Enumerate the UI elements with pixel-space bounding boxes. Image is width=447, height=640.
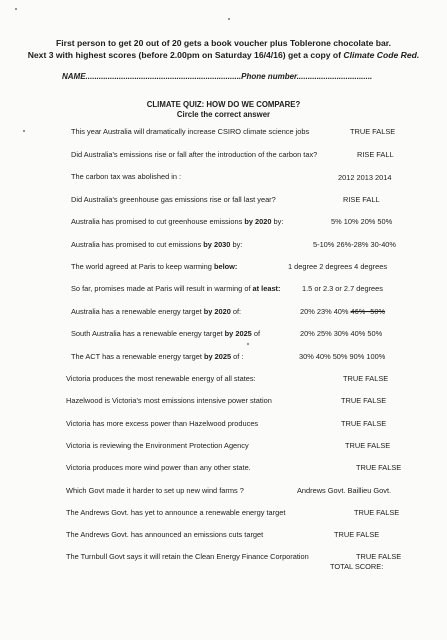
question-pre: Australia has a renewable energy target bbox=[71, 307, 204, 316]
quiz-title: CLIMATE QUIZ: HOW DO WE COMPARE? bbox=[146, 100, 301, 109]
question-text bbox=[66, 419, 258, 428]
answer-options: 5-10% 26%-28% 30-40% bbox=[313, 240, 396, 249]
answer-options: RISE FALL bbox=[343, 195, 380, 204]
question-pre: The ACT has a renewable energy target bbox=[71, 352, 204, 361]
question-pre: The Andrews Govt. has yet to announce a renewable energy target bbox=[66, 508, 286, 517]
question-bold: at least: bbox=[252, 284, 281, 293]
question-bold: by 2020 bbox=[203, 307, 231, 316]
question-pre: Victoria is reviewing the Environment Protection Agency bbox=[66, 441, 249, 450]
question-text bbox=[66, 530, 263, 539]
question-pre: Victoria produces more wind power than any other state. bbox=[66, 463, 251, 472]
scan-speck bbox=[228, 18, 230, 20]
answer-options: 5% 10% 20% 50% bbox=[331, 217, 393, 226]
question-text bbox=[66, 441, 249, 450]
question-text bbox=[66, 508, 285, 517]
question-post: of: bbox=[230, 307, 242, 316]
answer-options: TRUE FALSE bbox=[354, 508, 400, 517]
answer-options: TRUE FALSE bbox=[345, 441, 391, 450]
question-text bbox=[71, 217, 283, 226]
question-pre: Australia has promised to cut emissions bbox=[71, 240, 204, 249]
name-phone-line: NAME......................................................................Phone number.................................. bbox=[62, 72, 373, 81]
question-bold: below: bbox=[213, 262, 238, 271]
question-text bbox=[71, 284, 280, 293]
question-pre: Did Australia's emissions rise or fall after the introduction of the carbon tax? bbox=[71, 150, 318, 159]
question-text bbox=[71, 352, 243, 361]
answer-options: 2012 2013 2014 bbox=[338, 173, 392, 182]
struck-answer: 46%--50% bbox=[350, 307, 386, 316]
answer-options: TRUE FALSE bbox=[343, 374, 389, 383]
question-pre: South Australia has a renewable energy target bbox=[71, 329, 225, 338]
question-post: by: bbox=[271, 217, 284, 226]
answer-options: 30% 40% 50% 90% 100% bbox=[299, 352, 386, 361]
question-text bbox=[71, 127, 309, 136]
question-text bbox=[66, 463, 251, 472]
answer-options: TRUE FALSE bbox=[356, 463, 402, 472]
question-pre: The Turnbull Govt says it will retain the Clean Energy Finance Corporation bbox=[66, 552, 309, 561]
answer-options: RISE FALL bbox=[357, 150, 394, 159]
question-text bbox=[71, 172, 181, 181]
question-bold: by 2030 bbox=[203, 240, 231, 249]
question-text bbox=[71, 262, 237, 271]
answer-options: TRUE FALSE bbox=[341, 419, 387, 428]
scan-speck bbox=[247, 343, 249, 345]
question-text bbox=[71, 240, 242, 249]
answer-options: TRUE FALSE bbox=[356, 552, 402, 561]
question-text bbox=[66, 486, 244, 495]
prize-line-1: First person to get 20 out of 20 gets a book voucher plus Toblerone chocolate bar. bbox=[55, 38, 392, 48]
answer-options: TRUE FALSE bbox=[341, 396, 387, 405]
question-pre: This year Australia will dramatically increase CSIRO climate science jobs bbox=[71, 127, 310, 136]
answer-options: TRUE FALSE bbox=[350, 127, 396, 136]
question-bold: by 2020 bbox=[244, 217, 272, 226]
scan-speck bbox=[23, 130, 25, 132]
question-post: by: bbox=[230, 240, 243, 249]
question-pre: Did Australia's greenhouse gas emissions rise or fall last year? bbox=[71, 195, 276, 204]
question-text bbox=[71, 195, 276, 204]
question-pre: Victoria produces the most renewable energy of all states: bbox=[66, 374, 256, 383]
question-text bbox=[71, 329, 260, 338]
question-post: of : bbox=[231, 352, 244, 361]
answer-options: TRUE FALSE bbox=[334, 530, 380, 539]
question-pre: The Andrews Govt. has announced an emissions cuts target bbox=[66, 530, 264, 539]
answer-options: 20% 25% 30% 40% 50% bbox=[300, 329, 383, 338]
question-text bbox=[66, 374, 256, 383]
question-pre: Australia has promised to cut greenhouse emissions bbox=[71, 217, 245, 226]
question-pre: Victoria has more excess power than Hazelwood produces bbox=[66, 419, 259, 428]
quiz-instruction: Circle the correct answer bbox=[176, 110, 271, 119]
scan-speck bbox=[15, 8, 17, 10]
book-title: Climate Code Red. bbox=[343, 50, 420, 60]
total-score-label: TOTAL SCORE: bbox=[330, 562, 384, 571]
question-bold: by 2025 bbox=[224, 329, 252, 338]
question-post: of bbox=[251, 329, 261, 338]
prize-line-2 bbox=[0, 50, 447, 60]
question-pre: Hazelwood is Victoria's most emissions intensive power station bbox=[66, 396, 272, 405]
question-pre: So far, promises made at Paris will result in warming of bbox=[71, 284, 253, 293]
question-bold: by 2025 bbox=[203, 352, 232, 361]
answer-options bbox=[300, 307, 385, 316]
question-pre: Which Govt made it harder to set up new wind farms ? bbox=[66, 486, 244, 495]
answer-options: 1 degree 2 degrees 4 degrees bbox=[288, 262, 388, 271]
question-text bbox=[71, 307, 241, 316]
question-pre: The carbon tax was abolished in : bbox=[71, 172, 182, 181]
answer-options-text: 20% 23% 40% bbox=[300, 307, 351, 316]
question-text bbox=[66, 396, 272, 405]
answer-options: 1.5 or 2.3 or 2.7 degrees bbox=[302, 284, 383, 293]
question-text bbox=[71, 150, 317, 159]
prize-line-2-text: Next 3 with highest scores (before 2.00pm on Saturday 16/4/16) get a copy of bbox=[27, 50, 344, 60]
question-text bbox=[66, 552, 309, 561]
question-pre: The world agreed at Paris to keep warming bbox=[71, 262, 214, 271]
answer-options: Andrews Govt. Baillieu Govt. bbox=[297, 486, 392, 495]
